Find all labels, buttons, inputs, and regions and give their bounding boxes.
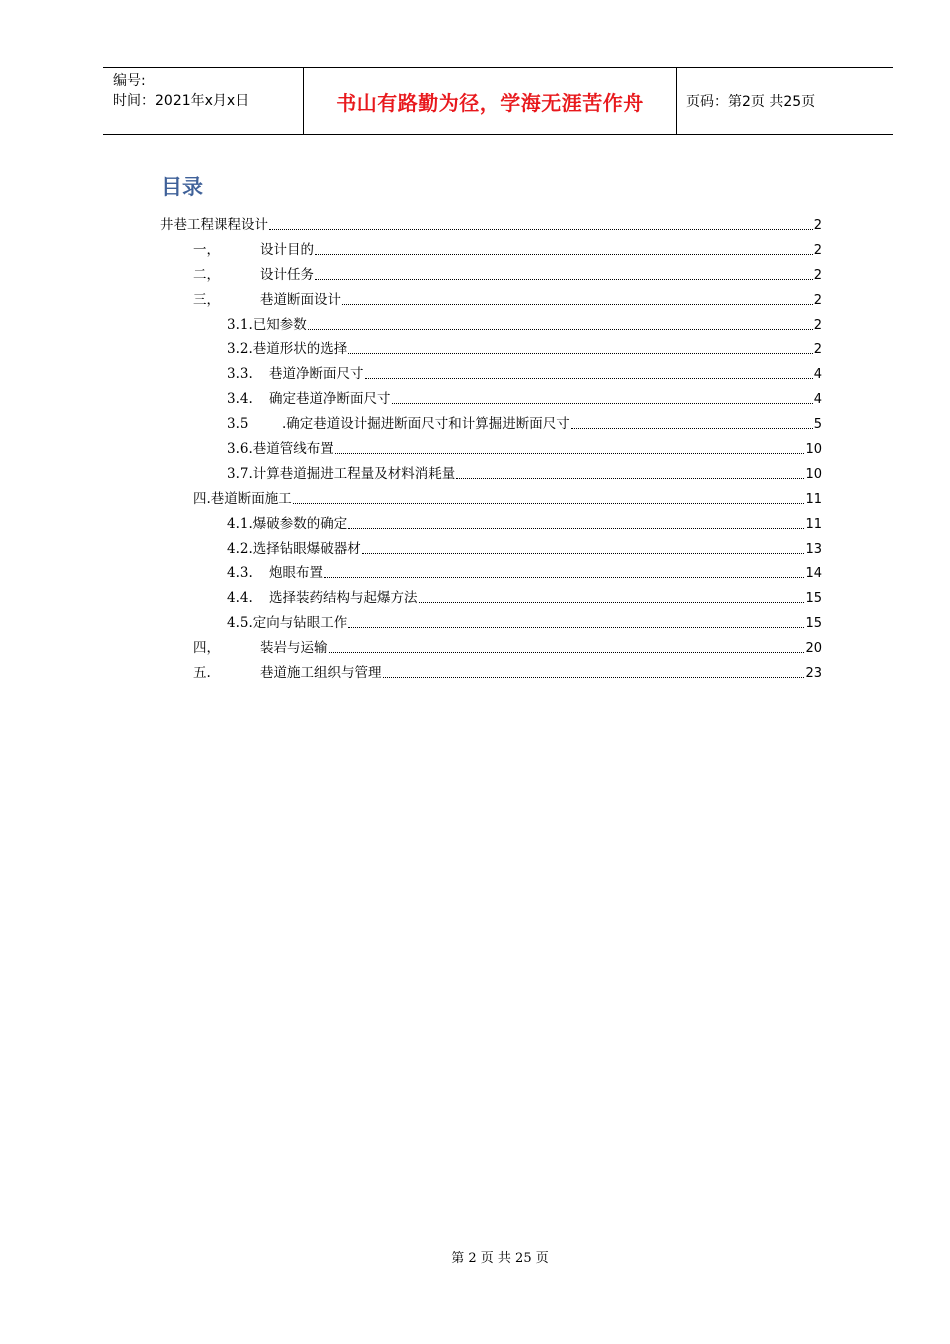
toc-entry[interactable]	[160, 661, 822, 686]
toc-entry-page: 14	[805, 566, 822, 582]
toc-entry-label: 确定巷道净断面尺寸	[269, 391, 391, 408]
toc-entry[interactable]	[160, 313, 822, 338]
toc-entry-page: 11	[805, 516, 822, 532]
toc-entry-page: 15	[805, 591, 822, 607]
toc-entry-number: 4.4.	[227, 590, 253, 607]
toc-entry-number: 4.2.	[227, 540, 253, 557]
toc-entry-number: 4.3.	[227, 565, 253, 582]
toc-entry[interactable]	[160, 412, 822, 437]
toc-entry-page: 2	[813, 342, 822, 358]
toc-entry-number: 五.	[193, 665, 211, 682]
toc-dot-leader	[383, 677, 805, 678]
toc-entry-number: 二，	[193, 266, 220, 283]
toc-entry-page: 2	[813, 267, 822, 283]
toc-entry-page: 4	[813, 367, 822, 383]
toc-entry-number: 4.5.	[227, 615, 253, 632]
toc-entry-page: 2	[813, 242, 822, 258]
toc-entry-number: 3.4.	[227, 391, 253, 408]
toc-entry[interactable]	[160, 636, 822, 661]
toc-dot-leader	[308, 329, 813, 330]
toc-title: 目录	[161, 175, 203, 199]
header-left-cell	[103, 68, 304, 134]
toc-entry-label: 巷道管线布置	[252, 441, 334, 458]
toc-dot-leader	[456, 478, 804, 479]
header-motto: 书山有路勤为径，学海无涯苦作舟	[304, 68, 677, 134]
toc-entry[interactable]	[160, 537, 822, 562]
toc-entry-label: 计算巷道掘进工程量及材料消耗量	[252, 465, 456, 482]
toc-dot-leader	[342, 304, 813, 305]
toc-entry-label: 定向与钻眼工作	[252, 615, 348, 632]
toc-entry-label: 巷道断面设计	[260, 291, 341, 308]
toc-entry-label: 选择钻眼爆破器材	[252, 540, 361, 557]
toc-entry-label: 设计任务	[260, 266, 314, 283]
toc-entry-label: 装岩与运输	[260, 640, 328, 657]
toc-entry[interactable]	[160, 437, 822, 462]
toc-entry-number: 3.2.	[227, 341, 253, 358]
toc-entry-page: 2	[813, 218, 822, 233]
toc-entry-number: 四.	[193, 490, 211, 507]
toc-dot-leader	[348, 528, 804, 529]
toc-entry-page: 10	[805, 466, 822, 482]
toc-dot-leader	[419, 602, 805, 603]
toc-entry-label: 炮眼布置	[269, 565, 323, 582]
toc-entry-number: 3.6.	[227, 441, 253, 458]
toc-entry-page: 10	[805, 442, 822, 458]
toc-entry-label: 巷道形状的选择	[252, 341, 348, 358]
toc-entry[interactable]	[160, 288, 822, 313]
toc-dot-leader	[269, 229, 813, 230]
toc-dot-leader	[348, 627, 804, 628]
toc-entry-page: 13	[805, 541, 822, 557]
toc-entry-label: .确定巷道设计掘进断面尺寸和计算掘进断面尺寸	[282, 416, 570, 433]
toc-entry[interactable]	[160, 387, 822, 412]
toc-dot-leader	[315, 254, 813, 255]
toc-entry-page: 5	[813, 417, 822, 433]
toc-entry-label: 设计目的	[260, 241, 314, 258]
toc-entry-number: 3.5	[227, 416, 249, 433]
number-label: 编号:	[113, 73, 146, 89]
toc-dot-leader	[324, 577, 804, 578]
toc-dot-leader	[362, 553, 805, 554]
toc-entry-page: 11	[805, 491, 822, 507]
toc-entry-label: 井巷工程课程设计	[160, 217, 268, 233]
toc-entry[interactable]	[160, 611, 822, 636]
toc-entry[interactable]	[160, 337, 822, 362]
toc-entry[interactable]	[160, 512, 822, 537]
toc-entry-page: 2	[813, 292, 822, 308]
toc-entry-number: 4.1.	[227, 515, 253, 532]
toc-dot-leader	[571, 428, 813, 429]
toc-entry-number: 3.7.	[227, 465, 253, 482]
toc-entry-label: 爆破参数的确定	[252, 515, 348, 532]
toc-dot-leader	[348, 353, 812, 354]
toc-entry-page: 15	[805, 616, 822, 632]
toc-entry[interactable]	[160, 561, 822, 586]
toc-entry-label: 巷道断面施工	[210, 490, 292, 507]
toc-entry-number: 一，	[193, 241, 220, 258]
time-label: 时间：2021年x月x日	[113, 93, 250, 109]
page-header	[103, 67, 893, 135]
toc-entry-number: 三，	[193, 291, 220, 308]
toc-dot-leader	[329, 652, 805, 653]
toc-dot-leader	[335, 453, 805, 454]
toc-entry[interactable]	[160, 263, 822, 288]
toc-entry-label: 巷道净断面尺寸	[269, 366, 364, 383]
toc-entry-page: 2	[813, 317, 822, 333]
toc-dot-leader	[392, 403, 813, 404]
toc-entry-page: 4	[813, 392, 822, 408]
toc-entry[interactable]	[160, 238, 822, 263]
toc-dot-leader	[315, 279, 813, 280]
toc-entry-page: 20	[805, 641, 822, 657]
toc-entry[interactable]	[160, 213, 822, 238]
toc-entry-label: 已知参数	[252, 316, 307, 333]
toc-entry[interactable]	[160, 462, 822, 487]
toc-entry-number: 四，	[193, 640, 220, 657]
page-footer: 第 2 页 共 25 页	[451, 1251, 549, 1266]
toc-entry[interactable]	[160, 586, 822, 611]
header-page-info: 页码：第2页 共25页	[686, 94, 816, 110]
toc-dot-leader	[293, 503, 805, 504]
toc-entry-label: 巷道施工组织与管理	[260, 665, 382, 682]
table-of-contents	[160, 213, 822, 686]
toc-entry-number: 3.3.	[227, 366, 253, 383]
toc-dot-leader	[365, 378, 813, 379]
toc-entry-label: 选择装药结构与起爆方法	[269, 590, 418, 607]
toc-entry[interactable]	[160, 362, 822, 387]
toc-entry-page: 23	[805, 666, 822, 682]
toc-entry[interactable]	[160, 487, 822, 512]
toc-entry-number: 3.1.	[227, 316, 253, 333]
